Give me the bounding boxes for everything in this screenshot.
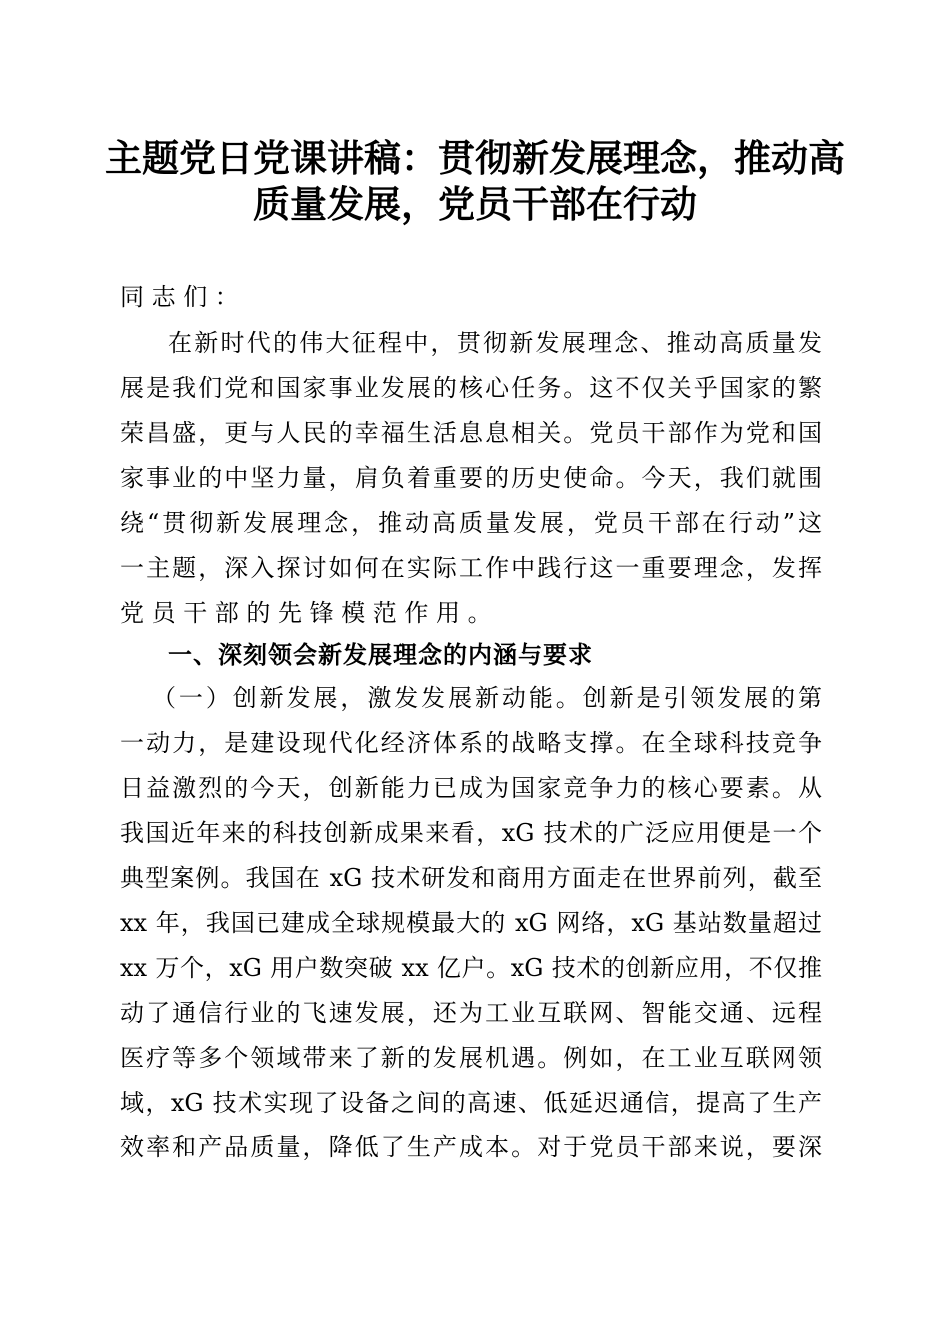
section-line: 一动力，是建设现代化经济体系的战略支撑。在全球科技竞争 <box>120 729 822 757</box>
title-line-1: 主题党日党课讲稿：贯彻新发展理念，推动高 <box>105 136 845 180</box>
section-line: 域，xG 技术实现了设备之间的高速、低延迟通信，提高了生产 <box>120 1089 822 1117</box>
intro-line: 家事业的中坚力量，肩负着重要的历史使命。今天，我们就围 <box>120 464 822 492</box>
section-line: （一）创新发展，激发发展新动能。创新是引领发展的第 <box>152 684 822 712</box>
intro-line: 一主题，深入探讨如何在实际工作中践行这一重要理念，发挥 <box>120 554 822 582</box>
section-line: xx 年，我国已建成全球规模最大的 xG 网络，xG 基站数量超过 <box>120 909 822 937</box>
section-heading: 一、深刻领会新发展理念的内涵与要求 <box>168 641 593 669</box>
intro-line: 党员干部的先锋模范作用。 <box>120 599 500 627</box>
section-line: 我国近年来的科技创新成果来看，xG 技术的广泛应用便是一个 <box>120 819 822 847</box>
document-title <box>100 135 850 227</box>
section-line: xx 万个，xG 用户数突破 xx 亿户。xG 技术的创新应用，不仅推 <box>120 954 822 982</box>
title-line-2: 质量发展，党员干部在行动 <box>253 182 697 226</box>
section-line: 医疗等多个领域带来了新的发展机遇。例如，在工业互联网领 <box>120 1044 822 1072</box>
intro-line: 荣昌盛，更与人民的幸福生活息息相关。党员干部作为党和国 <box>120 419 822 447</box>
salutation: 同志们： <box>120 283 247 311</box>
intro-line: 展是我们党和国家事业发展的核心任务。这不仅关乎国家的繁 <box>120 374 822 402</box>
section-line: 动了通信行业的飞速发展，还为工业互联网、智能交通、远程 <box>120 999 822 1027</box>
section-line: 典型案例。我国在 xG 技术研发和商用方面走在世界前列，截至 <box>120 864 822 892</box>
intro-line: 绕“贯彻新发展理念，推动高质量发展，党员干部在行动”这 <box>120 509 822 537</box>
intro-line: 在新时代的伟大征程中，贯彻新发展理念、推动高质量发 <box>168 329 822 357</box>
section-line: 日益激烈的今天，创新能力已成为国家竞争力的核心要素。从 <box>120 774 822 802</box>
section-line: 效率和产品质量，降低了生产成本。对于党员干部来说，要深 <box>120 1133 822 1161</box>
